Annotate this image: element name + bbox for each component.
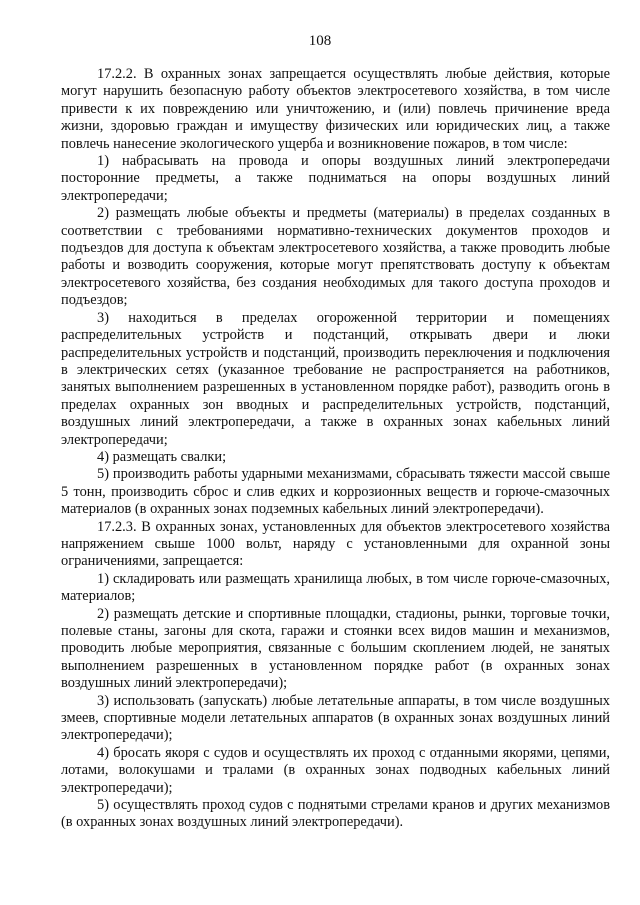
list-item-3: 3) использовать (запускать) любые летательные аппараты, в том числе воздушных змеев, спортивные модели летательных аппаратов (в охранных зонах воздушных линий электропередачи); bbox=[61, 692, 610, 744]
list-item-5: 5) производить работы ударными механизмами, сбрасывать тяжести массой свыше 5 тонн, производить сброс и слив едких и коррозионных веществ и горюче-смазочных материалов (в охранных зонах подземных кабельных линий электропередачи). bbox=[61, 466, 610, 518]
paragraph-17-2-2: 17.2.2. В охранных зонах запрещается осуществлять любые действия, которые могут нарушить безопасную работу объектов электросетевого хозяйства, в том числе привести к их повреждению или уничтожению, и (или) повлечь причинение вреда жизни, здоровью граждан и имуществу физических или юридических лиц, а также повлечь нанесение экологического ущерба и возникновение пожаров, в том числе: bbox=[61, 66, 610, 152]
page-number: 108 bbox=[308, 33, 332, 49]
list-item-1: 1) набрасывать на провода и опоры воздушных линий электропередачи посторонние предметы, а также подниматься на опоры воздушных линий электропередачи; bbox=[61, 153, 610, 204]
list-item-1: 1) складировать или размещать хранилища любых, в том числе горюче-смазочных, материалов; bbox=[61, 570, 610, 605]
list-item-4: 4) размещать свалки; bbox=[97, 448, 227, 465]
list-item-2: 2) размещать любые объекты и предметы (материалы) в пределах созданных в соответствии с требованиями нормативно-технических документов проходов и подъездов для доступа к объектам электросетевого хозяйства, а также проводить любые работы и возводить сооружения, которые могут препятствовать доступу к объектам электросетевого хозяйства, без создания необходимых для такого доступа проходов и подъездов; bbox=[61, 205, 610, 309]
list-item-3: 3) находиться в пределах огороженной территории и помещениях распределительных устройств и подстанций, открывать двери и люки распределительных устройств и подстанций, производить переключения и подключения в электрических сетях (указанное требование не распространяется на работников, занятых выполнением разрешенных в установленном порядке работ), разводить огонь в пределах охранных зон вводных и распределительных устройств, подстанций, воздушных линий электропередачи, а также в охранных зонах кабельных линий электропередачи; bbox=[61, 309, 610, 448]
list-item-4: 4) бросать якоря с судов и осуществлять их проход с отданными якорями, цепями, лотами, волокушами и тралами (в охранных зонах подводных кабельных линий электропередачи); bbox=[61, 744, 610, 796]
paragraph-17-2-3: 17.2.3. В охранных зонах, установленных для объектов электросетевого хозяйства напряжением свыше 1000 вольт, наряду с установленными для охранной зоны ограничениями, запрещается: bbox=[61, 518, 610, 570]
list-item-5: 5) осуществлять проход судов с поднятыми стрелами кранов и других механизмов (в охранных зонах воздушных линий электропередачи). bbox=[61, 797, 610, 831]
list-item-2: 2) размещать детские и спортивные площадки, стадионы, рынки, торговые точки, полевые станы, загоны для скота, гаражи и стоянки всех видов машин и механизмов, проводить любые мероприятия, связанные с большим скоплением людей, не занятых выполнением разрешенных в установленном порядке работ (в охранных зонах воздушных линий электропередачи); bbox=[61, 605, 610, 692]
document-body bbox=[61, 66, 610, 832]
